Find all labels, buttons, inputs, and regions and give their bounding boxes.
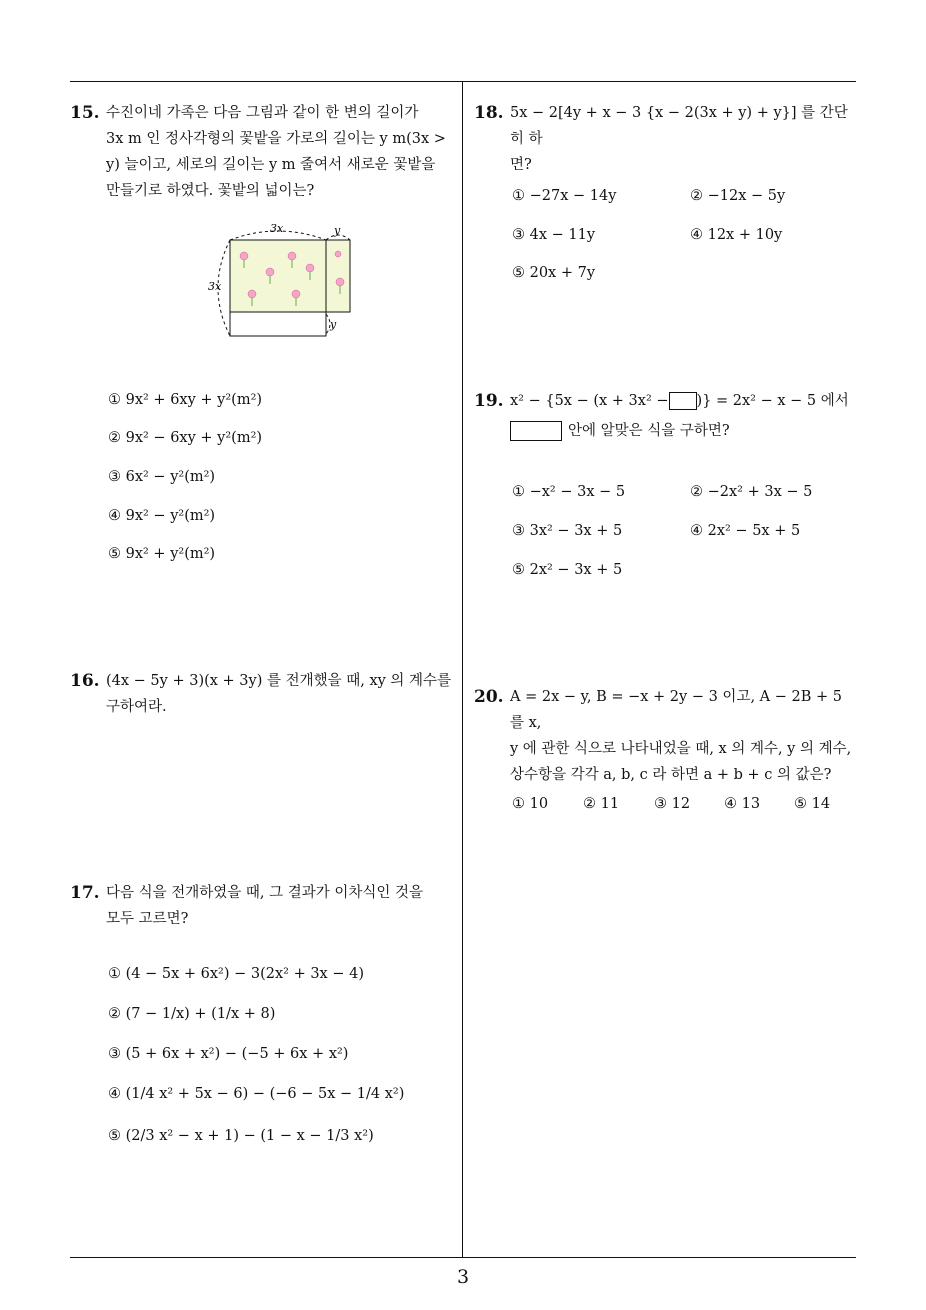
label-right-top: y bbox=[334, 224, 341, 237]
stem-line: 면? bbox=[510, 157, 532, 173]
problem-17 bbox=[70, 880, 460, 932]
stem-line: y 에 관한 식으로 나타내었을 때, x 의 계수, y 의 계수, bbox=[510, 741, 852, 757]
problem-stem bbox=[510, 684, 859, 788]
column-divider bbox=[462, 82, 463, 1258]
stem-line: 수진이네 가족은 다음 그림과 같이 한 변의 길이가 bbox=[106, 105, 419, 121]
option-3[interactable]: ③ 3x² − 3x + 5 bbox=[512, 523, 623, 539]
problem-number: 15. bbox=[70, 103, 100, 123]
option-2[interactable]: ② (7 − 1/x) + (1/x + 8) bbox=[108, 1006, 276, 1022]
problem-stem bbox=[510, 388, 859, 444]
stem-line: 3x m 인 정사각형의 꽃밭을 가로의 길이는 y m(3x > bbox=[106, 131, 446, 147]
option-2[interactable]: ② −2x² + 3x − 5 bbox=[690, 484, 813, 500]
problem-19 bbox=[474, 388, 859, 444]
top-rule bbox=[70, 81, 856, 82]
problem-number: 17. bbox=[70, 883, 100, 903]
answer-box-large bbox=[510, 421, 562, 441]
stem-prefix: x² − {5x − (x + 3x² − bbox=[510, 393, 669, 409]
option-1[interactable]: ① −x² − 3x − 5 bbox=[512, 484, 626, 500]
problem-number: 16. bbox=[70, 671, 100, 691]
option-3[interactable]: ③ (5 + 6x + x²) − (−5 + 6x + x²) bbox=[108, 1046, 349, 1062]
option-5[interactable]: ⑤ 20x + 7y bbox=[512, 265, 596, 281]
problem-16 bbox=[70, 668, 460, 720]
problem-number: 19. bbox=[474, 391, 504, 411]
stem-line-2: 안에 알맞은 식을 구하면? bbox=[568, 423, 730, 439]
bottom-rule bbox=[70, 1257, 856, 1258]
stem-line: 5x − 2[4y + x − 3 {x − 2(3x + y) + y}] 를 간단히 하 bbox=[510, 105, 848, 147]
option-2[interactable]: ② −12x − 5y bbox=[690, 188, 786, 204]
option-4[interactable]: ④ 13 bbox=[724, 796, 761, 812]
option-1[interactable]: ① 10 bbox=[512, 796, 549, 812]
label-top: 3x bbox=[270, 222, 284, 235]
problem-stem bbox=[106, 880, 460, 932]
stem-line: 상수항을 각각 a, b, c 라 하면 a + b + c 의 값은? bbox=[510, 767, 832, 783]
option-1[interactable]: ① −27x − 14y bbox=[512, 188, 617, 204]
problem-number: 20. bbox=[474, 687, 504, 707]
problem-stem bbox=[510, 100, 859, 178]
stem-line bbox=[510, 418, 859, 444]
problem-15 bbox=[70, 100, 460, 204]
label-right-bottom: y bbox=[330, 318, 337, 331]
option-2[interactable]: ② 9x² − 6xy + y²(m²) bbox=[108, 430, 263, 446]
option-4[interactable]: ④ 12x + 10y bbox=[690, 227, 783, 243]
problem-20 bbox=[474, 684, 859, 788]
label-left: 3x bbox=[208, 280, 222, 293]
stem-line: 모두 고르면? bbox=[106, 911, 189, 927]
problem-number: 18. bbox=[474, 103, 504, 123]
option-3[interactable]: ③ 6x² − y²(m²) bbox=[108, 469, 216, 485]
option-5[interactable]: ⑤ 9x² + y²(m²) bbox=[108, 546, 216, 562]
problem-stem bbox=[106, 100, 460, 204]
stem-line: 구하여라. bbox=[106, 699, 167, 715]
option-3[interactable]: ③ 4x − 11y bbox=[512, 227, 596, 243]
option-4[interactable]: ④ (1/4 x² + 5x − 6) − (−6 − 5x − 1/4 x²) bbox=[108, 1086, 405, 1102]
option-1[interactable]: ① 9x² + 6xy + y²(m²) bbox=[108, 392, 263, 408]
option-5[interactable]: ⑤ 2x² − 3x + 5 bbox=[512, 562, 623, 578]
stem-line: y) 늘이고, 세로의 길이는 y m 줄여서 새로운 꽃밭을 bbox=[106, 157, 436, 173]
stem-suffix: )} = 2x² − x − 5 에서 bbox=[696, 393, 849, 409]
option-5[interactable]: ⑤ (2/3 x² − x + 1) − (1 − x − 1/3 x²) bbox=[108, 1128, 374, 1144]
option-5[interactable]: ⑤ 14 bbox=[794, 796, 831, 812]
stem-line bbox=[510, 388, 859, 414]
option-4[interactable]: ④ 9x² − y²(m²) bbox=[108, 508, 216, 524]
option-1[interactable]: ① (4 − 5x + 6x²) − 3(2x² + 3x − 4) bbox=[108, 966, 364, 982]
page-number: 3 bbox=[456, 1266, 470, 1288]
option-2[interactable]: ② 11 bbox=[583, 796, 620, 812]
option-4[interactable]: ④ 2x² − 5x + 5 bbox=[690, 523, 801, 539]
flowerbed-figure bbox=[200, 218, 370, 346]
stem-line: (4x − 5y + 3)(x + 3y) 를 전개했을 때, xy 의 계수를 bbox=[106, 673, 452, 689]
stem-line: 다음 식을 전개하였을 때, 그 결과가 이차식인 것을 bbox=[106, 885, 424, 901]
stem-line: A = 2x − y, B = −x + 2y − 3 이고, A − 2B + 5 를 x, bbox=[510, 689, 842, 731]
stem-line: 만들기로 하였다. 꽃밭의 넓이는? bbox=[106, 183, 315, 199]
answer-box-small bbox=[669, 392, 697, 410]
problem-18 bbox=[474, 100, 859, 178]
problem-stem bbox=[106, 668, 460, 720]
option-3[interactable]: ③ 12 bbox=[654, 796, 691, 812]
